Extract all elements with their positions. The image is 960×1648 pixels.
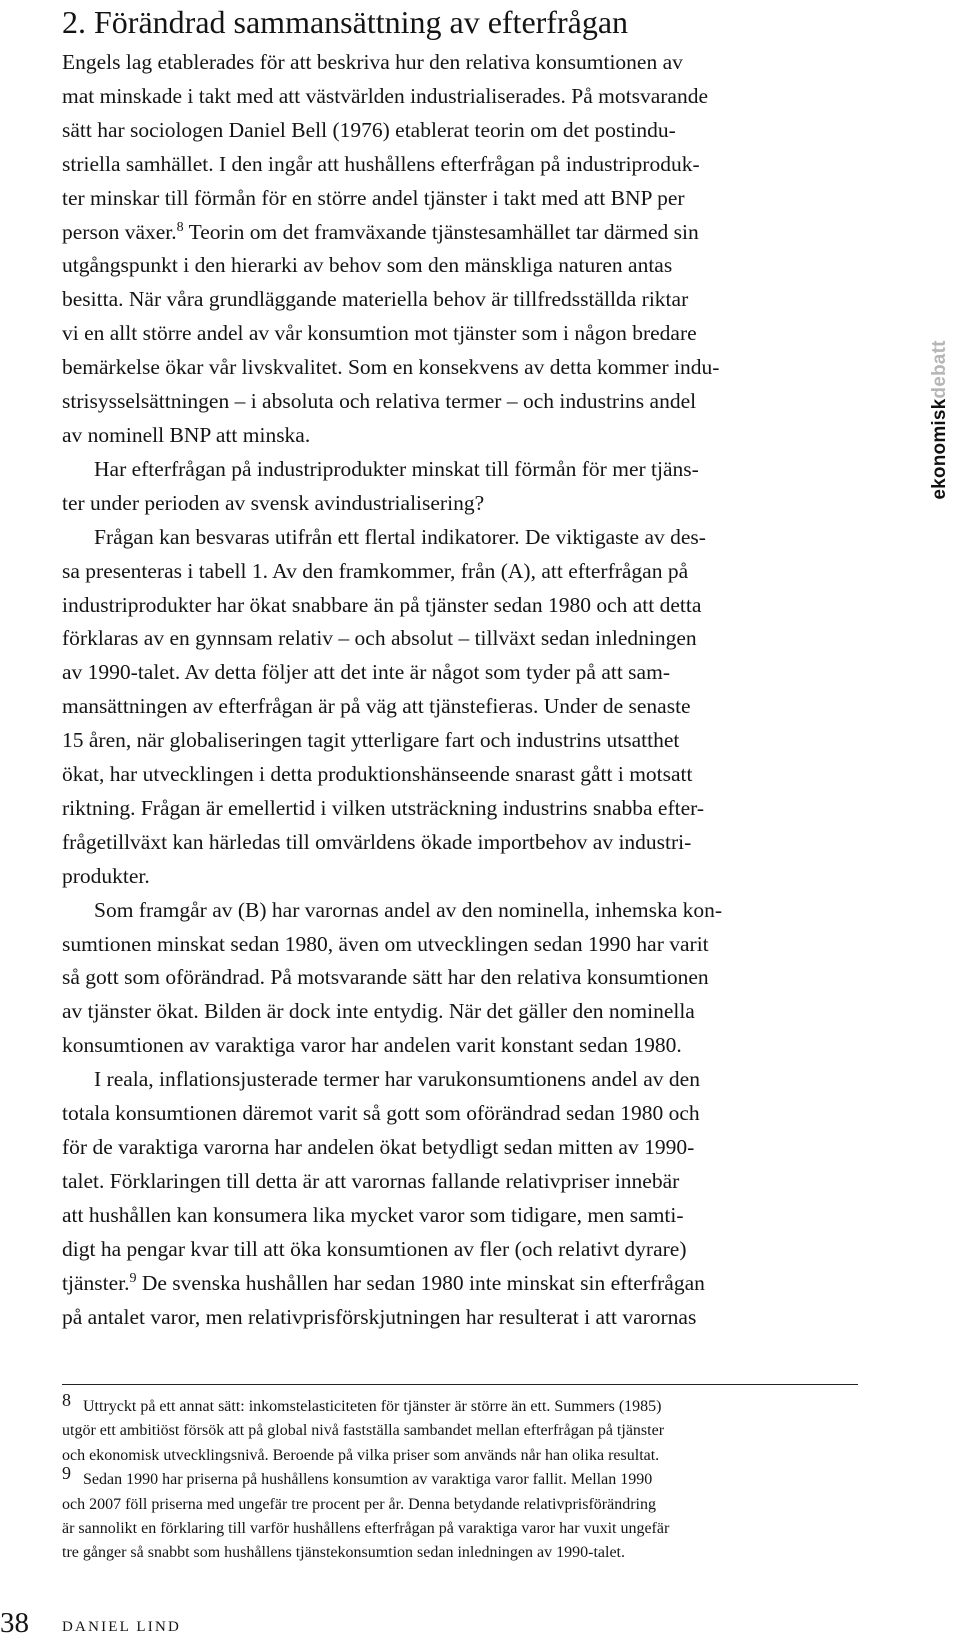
text-line xyxy=(62,1267,862,1301)
text-line: industriprodukter har ökat snabbare än på tjänster sedan 1980 och att detta xyxy=(62,592,702,617)
text-line: digt ha pengar kvar till att öka konsumtionen av fler (och relativt dyrare) xyxy=(62,1236,687,1261)
text-line: I reala, inflationsjusterade termer har varukonsumtionens andel av den xyxy=(94,1067,700,1092)
text-line: mat minskade i takt med att västvärlden industrialiserades. På motsvarande xyxy=(62,83,709,108)
text-line: produkter. xyxy=(62,863,150,888)
text-line: att hushållen kan konsumera lika mycket varor som tidigare, men samti- xyxy=(62,1202,684,1227)
journal-name-part1: ekonomisk xyxy=(929,398,950,500)
text-line: sa presenteras i tabell 1. Av den framkommer, från (A), att efterfrågan på xyxy=(62,558,689,583)
footnote-line: utgör ett ambitiöst försök att på global nivå fastställa sambandet mellan efterfrågan på tjänster xyxy=(62,1422,665,1440)
text-line: Har efterfrågan på industriprodukter minskat till förmån för mer tjäns- xyxy=(94,456,699,481)
text-line: utgångspunkt i den hierarki av behov som den mänskliga naturen antas xyxy=(62,253,673,278)
text-line: så gott som oförändrad. På motsvarande sätt har den relativa konsumtionen xyxy=(62,965,709,990)
text-line: för de varaktiga varorna har andelen ökat betydligt sedan mitten av 1990- xyxy=(62,1135,695,1159)
footnote-divider xyxy=(62,1384,858,1385)
text-line xyxy=(62,216,862,250)
text-line: totala konsumtionen däremot varit så gott som oförändrad sedan 1980 och xyxy=(62,1101,700,1126)
footnote-text: Sedan 1990 har priserna på hushållens konsumtion av varaktiga varor fallit. Mellan 1990 xyxy=(83,1471,653,1489)
text-line: av tjänster ökat. Bilden är dock inte entydig. När det gäller den nominella xyxy=(62,999,695,1024)
journal-name-part2: debatt xyxy=(929,340,950,399)
text-line: av 1990-talet. Av detta följer att det inte är något som tyder på att sam- xyxy=(62,660,670,685)
text-line: frågetillväxt kan härledas till omvärldens ökade importbehov av industri- xyxy=(62,829,692,854)
footnote-line: och ekonomisk utvecklingsnivå. Beroende på vilka priser som används når han olika resultat. xyxy=(62,1446,660,1464)
section-heading: 2. Förändrad sammansättning av efterfrågan xyxy=(62,4,629,40)
text-segment: Teorin om det framväxande tjänstesamhället tar därmed sin xyxy=(183,219,699,244)
text-line: talet. Förklaringen till detta är att varornas fallande relativpriser innebär xyxy=(62,1168,680,1193)
text-line: bemärkelse ökar vår livskvalitet. Som en konsekvens av detta kommer indu- xyxy=(62,355,720,380)
footnote-line: är sannolikt en förklaring till varför hushållens efterfrågan på varaktiga varor har vuxit ungefär xyxy=(62,1520,670,1538)
text-line: sätt har sociologen Daniel Bell (1976) etablerat teorin om det postindu- xyxy=(62,117,676,142)
text-line: mansättningen av efterfrågan är på väg att tjänstefieras. Under de senaste xyxy=(62,694,691,719)
text-line: sumtionen minskat sedan 1980, även om utvecklingen sedan 1990 har varit xyxy=(62,931,709,956)
text-line: vi en allt större andel av vår konsumtion mot tjänster som i någon bredare xyxy=(62,321,697,346)
footnote-number-8: 8 xyxy=(62,1390,71,1410)
text-line: ter under perioden av svensk avindustrialisering? xyxy=(62,490,485,515)
text-line: besitta. När våra grundläggande materiella behov är tillfredsställda riktar xyxy=(62,287,689,312)
text-line: av nominell BNP att minska. xyxy=(62,422,311,447)
text-line: på antalet varor, men relativprisförskjutningen har resulterat i att varornas xyxy=(62,1304,697,1329)
text-segment: person växer. xyxy=(62,219,177,244)
journal-side-label xyxy=(929,340,951,499)
footnotes xyxy=(62,1390,862,1566)
text-line: Som framgår av (B) har varornas andel av den nominella, inhemska kon- xyxy=(94,897,723,922)
footnote-text: Uttryckt på ett annat sätt: inkomstelasticiteten för tjänster är större än ett. Summers (1985) xyxy=(83,1398,662,1415)
text-line: konsumtionen av varaktiga varor har andelen varit konstant sedan 1980. xyxy=(62,1033,682,1058)
text-line: 15 åren, när globaliseringen tagit ytterligare fart och industrins utsatthet xyxy=(62,728,680,753)
text-line: ökat, har utvecklingen i detta produktionshänseende snarast gått i motsatt xyxy=(62,762,693,787)
text-line: strisysselsättningen – i absoluta och relativa termer – och industrins andel xyxy=(62,389,697,414)
footnote-ref-8: 8 xyxy=(176,219,184,235)
footnote-ref-9: 9 xyxy=(129,1270,137,1286)
text-line: striella samhället. I den ingår att hushållens efterfrågan på industriproduk- xyxy=(62,151,700,176)
footnote-line: tre gånger så snabbt som hushållens tjänstekonsumtion sedan inledningen av 1990-talet. xyxy=(62,1544,625,1562)
text-line: riktning. Frågan är emellertid i vilken utsträckning industrins snabba efter- xyxy=(62,795,705,820)
text-line: ter minskar till förmån för en större andel tjänster i takt med att BNP per xyxy=(62,185,685,210)
text-line: Engels lag etablerades för att beskriva hur den relativa konsumtionen av xyxy=(62,50,683,74)
footnote-number-9: 9 xyxy=(62,1463,71,1484)
page-number: 38 xyxy=(0,1607,29,1639)
footnote-line xyxy=(62,1463,862,1492)
footnote-line: och 2007 föll priserna med ungefär tre procent per år. Denna betydande relativprisförändring xyxy=(62,1495,656,1513)
text-segment: De svenska hushållen har sedan 1980 inte minskat sin efterfrågan xyxy=(136,1270,705,1295)
running-footer-author: DANIEL LIND xyxy=(62,1619,182,1635)
body-text xyxy=(62,46,862,1334)
text-segment: tjänster. xyxy=(62,1270,130,1295)
text-line: Frågan kan besvaras utifrån ett flertal indikatorer. De viktigaste av des- xyxy=(94,524,706,549)
text-line: förklaras av en gynnsam relativ – och absolut – tillväxt sedan inledningen xyxy=(62,626,697,651)
footnote-line xyxy=(62,1390,862,1419)
